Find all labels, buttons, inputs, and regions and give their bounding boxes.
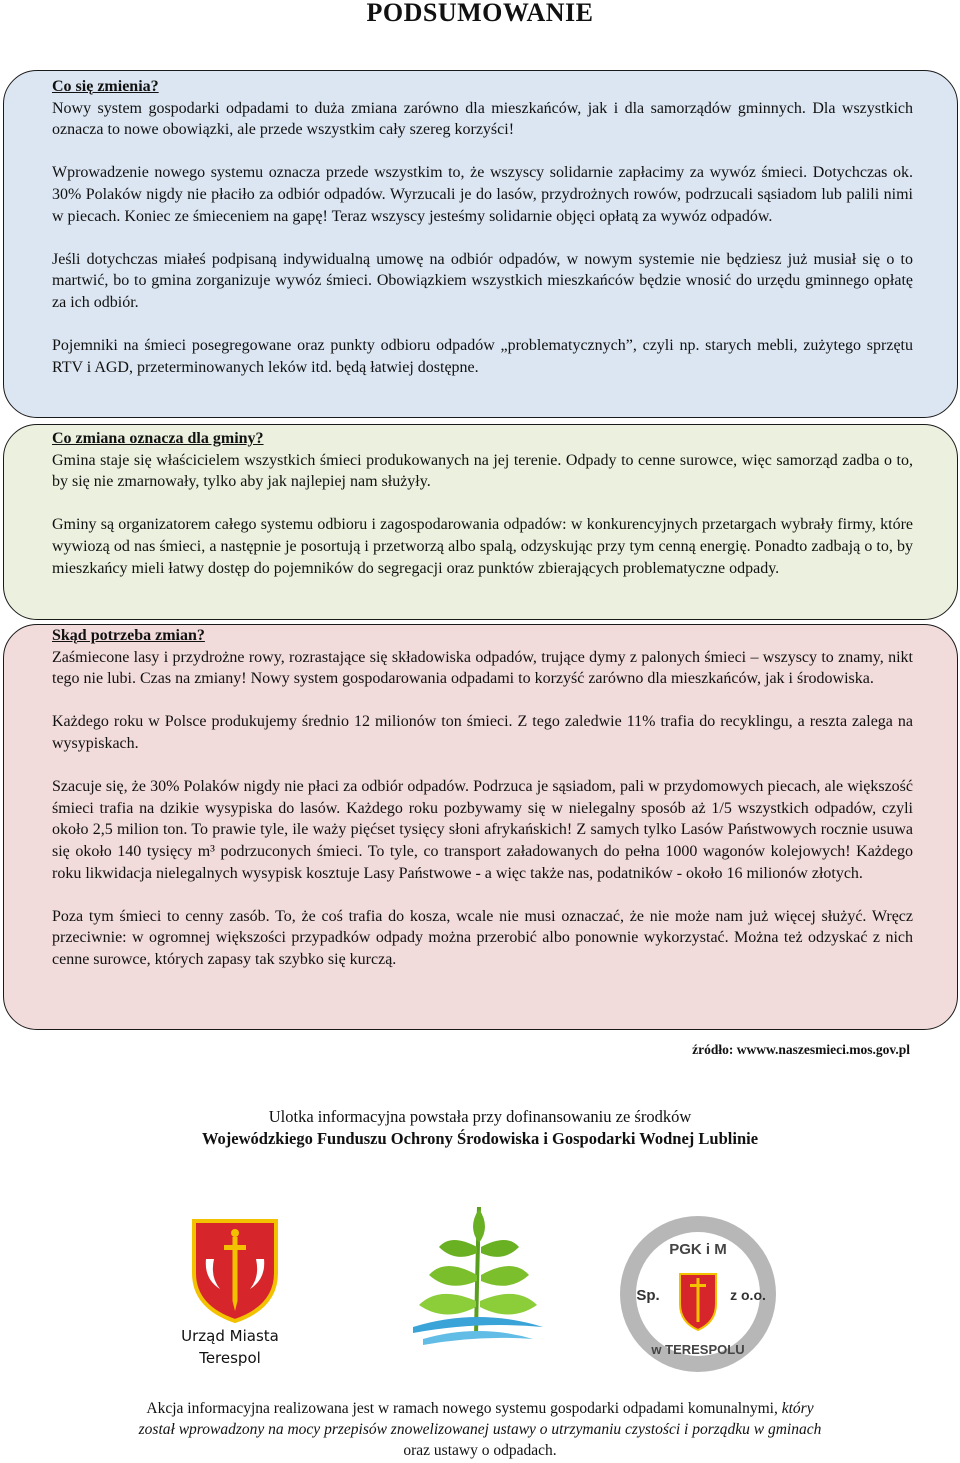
paragraph: Szacuje się, że 30% Polaków nigdy nie płaci za odbiór odpadów. Podrzuca je sąsiadom, pali w przydomowych piecach, ale większość śmieci trafia na dzikie wysypiska do lasów. Każdego roku pozbywamy się w nielegalny sposób aż 1/5 wszystkich odpadów, czyli około 2,5 milion ton. To prawie tyle, ile waży pięćset tysięcy słoni afrykańskich! Z samych tylko Lasów Państwowych rocznie usuwa się około 140 tysięcy m³ podrzuconych śmieci. To tyle, co transport załadowanych do pełna 1000 wagonów kolejowych! Każdego roku likwidacja nielegalnych wysypisk kosztuje Lasy Państwowe - a więc także nas, podatników - około 16 milionów złotych. — [52, 778, 913, 882]
logo-text: Terespol — [199, 1349, 261, 1367]
section-for-municipality — [3, 424, 958, 620]
paragraph: Pojemniki na śmieci posegregowane oraz punkty odbioru odpadów „problematycznych”, czyli np. starych mebli, zużytego sprzętu RTV i AGD, przeterminowanych leków itd. będą łatwiej dostępne. — [52, 337, 913, 376]
footer-line-2: został wprowadzony na mocy przepisów znowelizowanej ustawy o utrzymaniu czystości i porządku w gminach — [138, 1421, 822, 1438]
source-citation: źródło: wwww.naszesmieci.mos.gov.pl — [692, 1042, 910, 1057]
paragraph: Wprowadzenie nowego systemu oznacza przede wszystkim to, że wszyscy solidarnie zapłacimy za wywóz śmieci. Dotychczas ok. 30% Polaków nigdy nie płaciło za odbiór odpadów. Wyrzucali je do lasów, przydrożnych rowów, podrzucali sąsiadom lub palili nimi w piecach. Koniec ze śmieceniem na gapę! Teraz wszyscy jesteśmy solidarnie objęci opłatą za wywóz odpadów. — [52, 164, 913, 225]
funding-note — [0, 1106, 960, 1150]
paragraph: Gminy są organizatorem całego systemu odbioru i zagospodarowania odpadów: w konkurencyjnych przetargach wybrały firmy, które wywiozą od nas śmieci, a następnie je posortują i przetworzą albo spalą, odzyskując przy tym cenną energię. Ponadto zadbają o to, by mieszkańcy mieli łatwy dostęp do pojemników do segregacji oraz punktów zbierających problematyczne odpady. — [52, 516, 913, 577]
urzad-miasta-label — [160, 1325, 300, 1369]
section-heading: Co zmiana oznacza dla gminy? — [52, 430, 264, 447]
paragraph: Zaśmiecone lasy i przydrożne rowy, rozrastające się składowiska odpadów, trujące dymy z palonych śmieci – wszyscy to znamy, nikt tego nie lubi. Czas na zmiany! Nowy system gospodarowania odpadami to korzyść zarówno dla mieszkańców, jak i środowiska. — [52, 648, 913, 688]
footer-line-3: oraz ustawy o odpadach. — [403, 1442, 557, 1459]
paragraph: Każdego roku w Polsce produkujemy średnio 12 milionów ton śmieci. Z tego zaledwie 11% trafia do recyklingu, a reszta zalega na wysypiskach. — [52, 713, 913, 752]
pgkim-left-text: Sp. — [636, 1287, 660, 1304]
pgkim-bottom-text: w TERESPOLU — [651, 1342, 745, 1357]
pgkim-top-text: PGK i M — [669, 1241, 727, 1258]
funding-fund-name: Wojewódzkiego Funduszu Ochrony Środowiska i Gospodarki Wodnej Lublinie — [201, 1129, 759, 1148]
footer-text: który — [781, 1400, 814, 1417]
footer-text: Akcja informacyjna realizowana jest w ramach nowego systemu gospodarki odpadami komunalnymi, — [146, 1400, 782, 1417]
section-heading: Co się zmienia? — [52, 78, 159, 95]
paragraph: Jeśli dotychczas miałeś podpisaną indywidualną umowę na odbiór odpadów, w nowym systemie nie będziesz już musiał się o to martwić, bo to gmina zorganizuje wywóz śmieci. Obowiązkiem wszystkich mieszkańców będzie wnosić do urzędu gminnego opłatę za ich odbiór. — [52, 250, 913, 311]
section-why-change — [3, 624, 958, 1030]
footer-line-1 — [0, 1398, 960, 1419]
pgkim-badge-icon — [616, 1212, 780, 1376]
paragraph: Nowy system gospodarki odpadami to duża zmiana zarówno dla mieszkańców, jak i dla samorządów gminnych. Dla wszystkich oznacza to nowe obowiązki, ale przede wszystkim cały szereg korzyści! — [52, 99, 913, 139]
eco-sprout-icon — [393, 1187, 563, 1357]
footer-note — [0, 1398, 960, 1461]
terespol-crest-icon — [190, 1215, 280, 1325]
pgkim-right-text: z o.o. — [730, 1287, 766, 1303]
paragraph: Poza tym śmieci to cenny zasób. To, że coś trafia do kosza, wcale nie musi oznaczać, że nie może nam już więcej służyć. Wręcz przeciwnie: w ogromnej większości przypadków odpady można przerobić albo ponownie wykorzystać. Można też odzyskać z nich cenne surowce, których zapasy tak szybko się kurczą. — [52, 907, 913, 968]
funding-line: Ulotka informacyjna powstała przy dofinansowaniu ze środków — [268, 1107, 692, 1126]
page-title: PODSUMOWANIE — [366, 0, 594, 27]
paragraph: Gmina staje się właścicielem wszystkich śmieci produkowanych na jej terenie. Odpady to cenne surowce, więc samorząd zadba o to, by się nie zmarnowały, tylko aby jak najlepiej nam służyły. — [52, 451, 913, 491]
logo-text: Urząd Miasta — [181, 1327, 279, 1345]
section-heading: Skąd potrzeba zmian? — [52, 627, 205, 644]
section-what-changes — [3, 70, 958, 418]
